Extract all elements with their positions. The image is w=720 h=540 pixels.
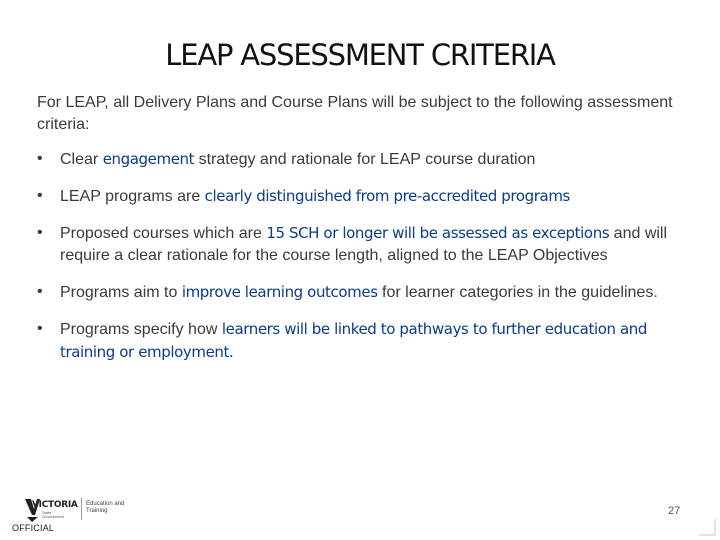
- logo-department: Education and Training: [86, 501, 125, 514]
- criteria-text: and will require a clear rationale for the course length, aligned to the LEAP Objectives: [60, 225, 668, 264]
- intro-text: For LEAP, all Delivery Plans and Course Plans will be subject to the following assessment criteria:: [37, 94, 673, 133]
- criteria-text: strategy and rationale for LEAP course duration: [194, 151, 536, 168]
- criteria-highlight: learners will be linked to pathways to further education and training or employment.: [60, 320, 647, 361]
- slide-title: LEAP ASSESSMENT CRITERIA: [165, 38, 555, 72]
- criteria-item: [37, 318, 687, 364]
- bullet-icon: •: [37, 187, 43, 204]
- criteria-text: Proposed courses which are: [60, 225, 267, 242]
- criteria-item: [37, 222, 687, 267]
- criteria-item: [37, 148, 687, 171]
- criteria-highlight: clearly distinguished from pre-accredited programs: [204, 187, 570, 205]
- victoria-logo-icon: [24, 495, 78, 523]
- criteria-item: [37, 281, 687, 304]
- criteria-text: Programs aim to: [60, 284, 182, 301]
- corner-decoration-icon: [697, 517, 717, 537]
- criteria-list: [37, 148, 687, 378]
- criteria-text: for learner categories in the guidelines.: [377, 284, 658, 301]
- criteria-highlight: improve learning outcomes: [181, 283, 378, 301]
- victoria-government-logo: [24, 495, 124, 525]
- logo-name: VICTORIA: [32, 500, 78, 510]
- logo-divider: [81, 498, 82, 520]
- criteria-text: Clear: [60, 151, 103, 168]
- criteria-text: Programs specify how: [60, 321, 222, 338]
- bullet-icon: •: [37, 224, 43, 241]
- criteria-highlight: 15 SCH or longer will be assessed as exceptions: [266, 224, 610, 242]
- bullet-icon: •: [37, 150, 43, 167]
- criteria-text: LEAP programs are: [60, 188, 205, 205]
- page-number: 27: [668, 505, 681, 517]
- criteria-highlight: engagement: [102, 150, 195, 168]
- classification-label: OFFICIAL: [12, 523, 55, 533]
- bullet-icon: •: [37, 283, 43, 300]
- bullet-icon: •: [37, 320, 43, 337]
- logo-sub: State Government: [42, 510, 65, 519]
- criteria-item: [37, 185, 687, 208]
